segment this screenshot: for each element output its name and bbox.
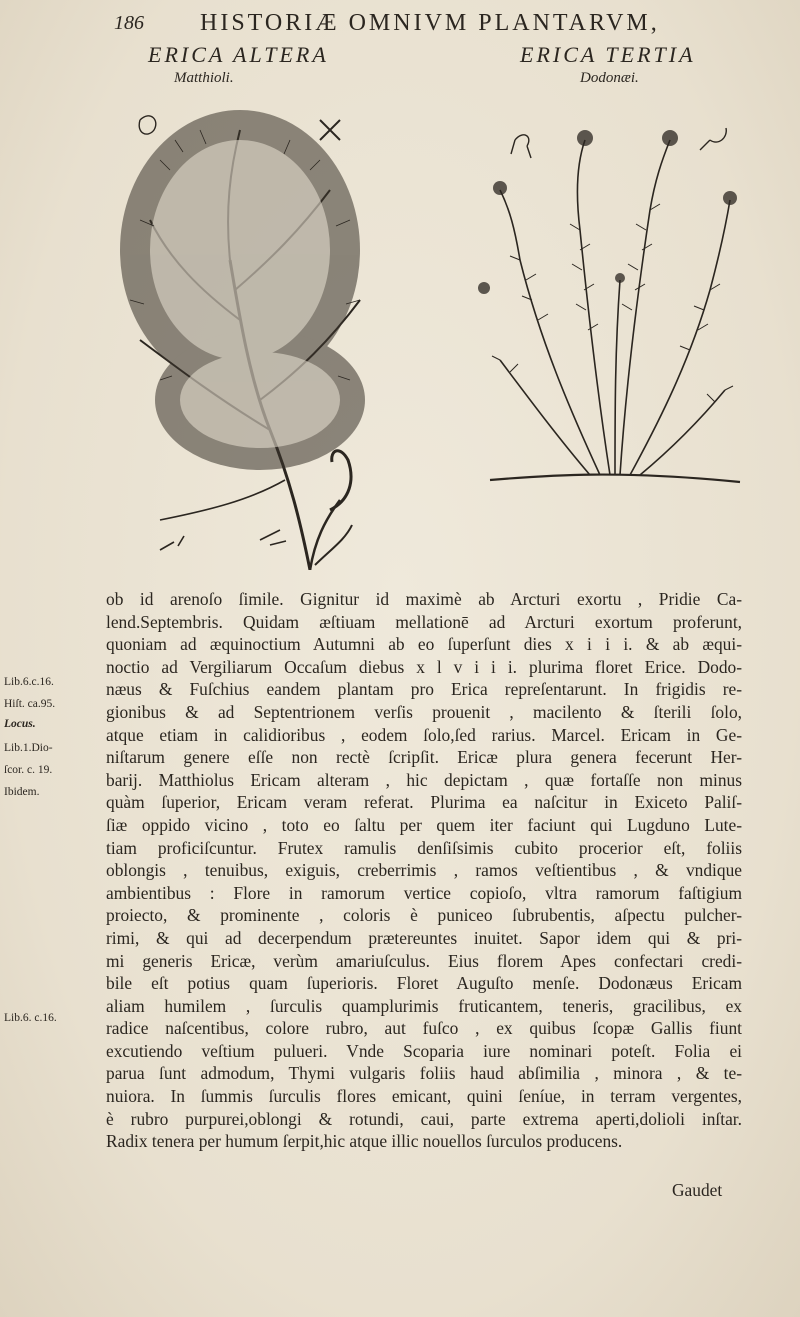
text-line: tiam proficiſcuntur. Frutex ramulis denſiſsimis cubito procerior eſt, foliis — [106, 837, 742, 858]
margin-note: Lib.6.c.16. — [4, 676, 54, 688]
figure-left-title: ERICA ALTERA — [148, 42, 329, 67]
text-line: ambientibus : Flore in ramorum vertice copioſo, vltra ramorum faſtigium — [106, 882, 742, 903]
text-line: proiecto, & prominente , coloris è puniceo ſubrubentis, aſpectu pulcher- — [106, 905, 742, 926]
text-line: quoniam ad æquinoctium Autumni ab eo ſuperſunt dies x i i i. & ab æqui- — [106, 634, 742, 655]
margin-note: Locus. — [4, 718, 36, 730]
text-line: mi generis Ericæ, verùm amariuſculus. Eius florem Apes confectari credi- — [106, 950, 742, 971]
text-line: aliam humilem , ſurculis quamplurimis fruticantem, teneris, gracilibus, ex — [106, 995, 742, 1016]
page-number: 186 — [114, 12, 144, 34]
text-line: quàm ſuperior, Ericam veram referat. Plurima ea naſcitur in Exiceto Paliſ- — [106, 792, 742, 813]
margin-note: Lib.6. c.16. — [4, 1012, 57, 1024]
text-line: bile eſt potius quam ſuperioris. Floret Auguſto menſe. Dodonæus Ericam — [106, 973, 742, 994]
figure-right-author: Dodonæi. — [580, 70, 639, 86]
text-line: niſtarum genere eſſe non rectè ſcripſit. Ericæ plura genera fecerunt Her- — [106, 747, 742, 768]
margin-note: Lib.1.Dio- — [4, 742, 53, 754]
margin-note: Ibidem. — [4, 786, 40, 798]
catchword: Gaudet — [672, 1180, 723, 1200]
text-line: radice naſcentibus, colore rubro, aut fuſco , ex quibus ſcopæ Gallis fiunt — [106, 1018, 742, 1039]
text-line: lend.Septembris. Quidam æſtiuam mellationē ad Arcturi exortum proferunt, — [106, 611, 742, 632]
margin-note: Hiſt. ca.95. — [4, 698, 56, 710]
text-line: excutiendo veſtium pulueri. Vnde Scoparia iure nominari poteſt. Folia ei — [106, 1040, 742, 1061]
figure-right-title: ERICA TERTIA — [520, 42, 696, 67]
text-line: gionibus & ad Septentrionem verſis prouenit , macilento & ſterili ſolo, — [106, 701, 742, 722]
text-line: næus & Fuſchius eandem plantam pro Erica repreſentarunt. In frigidis re- — [106, 679, 742, 700]
text-line: parua ſunt admodum, Thymi vulgaris foliis haud abſimilia , minora , & te- — [106, 1063, 742, 1084]
body-text — [106, 588, 742, 1153]
figure-left-author: Matthioli. — [174, 70, 234, 86]
running-title: HISTORIÆ OMNIVM PLANTARVM, — [200, 10, 660, 36]
text-line: oblongis , tenuibus, exiguis, creberrimis , ramos veſtientibus , & vndique — [106, 860, 742, 881]
running-head — [100, 8, 780, 42]
text-line: Radix tenera per humum ſerpit,hic atque illic nouellos ſurculos producens. — [106, 1131, 623, 1152]
woodcut-erica-tertia — [470, 110, 760, 500]
text-line: è rubro purpurei,oblongi & rotundi, caui, parte extrema aperti,dolioli inſtar. — [106, 1108, 742, 1129]
text-line: ſiæ oppido vicino , toto eo ſaltu per quem iter faciunt qui Lugduno Lute- — [106, 814, 742, 835]
text-line: rimi, & qui ad decerpendum prætereuntes inuitet. Sapor idem qui & pri- — [106, 927, 742, 948]
text-line: atque etiam in calidioribus , eodem ſolo,ſed rarius. Marcel. Ericam in Ge- — [106, 724, 742, 745]
woodcut-erica-altera — [100, 100, 390, 570]
text-line: noctio ad Vergiliarum Occaſum diebus x l v i i i. plurima floret Erice. Dodo- — [106, 656, 742, 677]
text-line: ob id arenoſo ſimile. Gignitur id maximè ab Arcturi exortu , Pridie Ca- — [106, 589, 742, 609]
text-line: barij. Matthiolus Ericam alteram , hic depictam , quæ fortaſſe non minus — [106, 769, 742, 790]
text-line: nuiora. In ſummis ſurculis flores emicant, quini ſeníue, in terram vergentes, — [106, 1086, 742, 1107]
margin-note: ſcor. c. 19. — [4, 764, 53, 776]
